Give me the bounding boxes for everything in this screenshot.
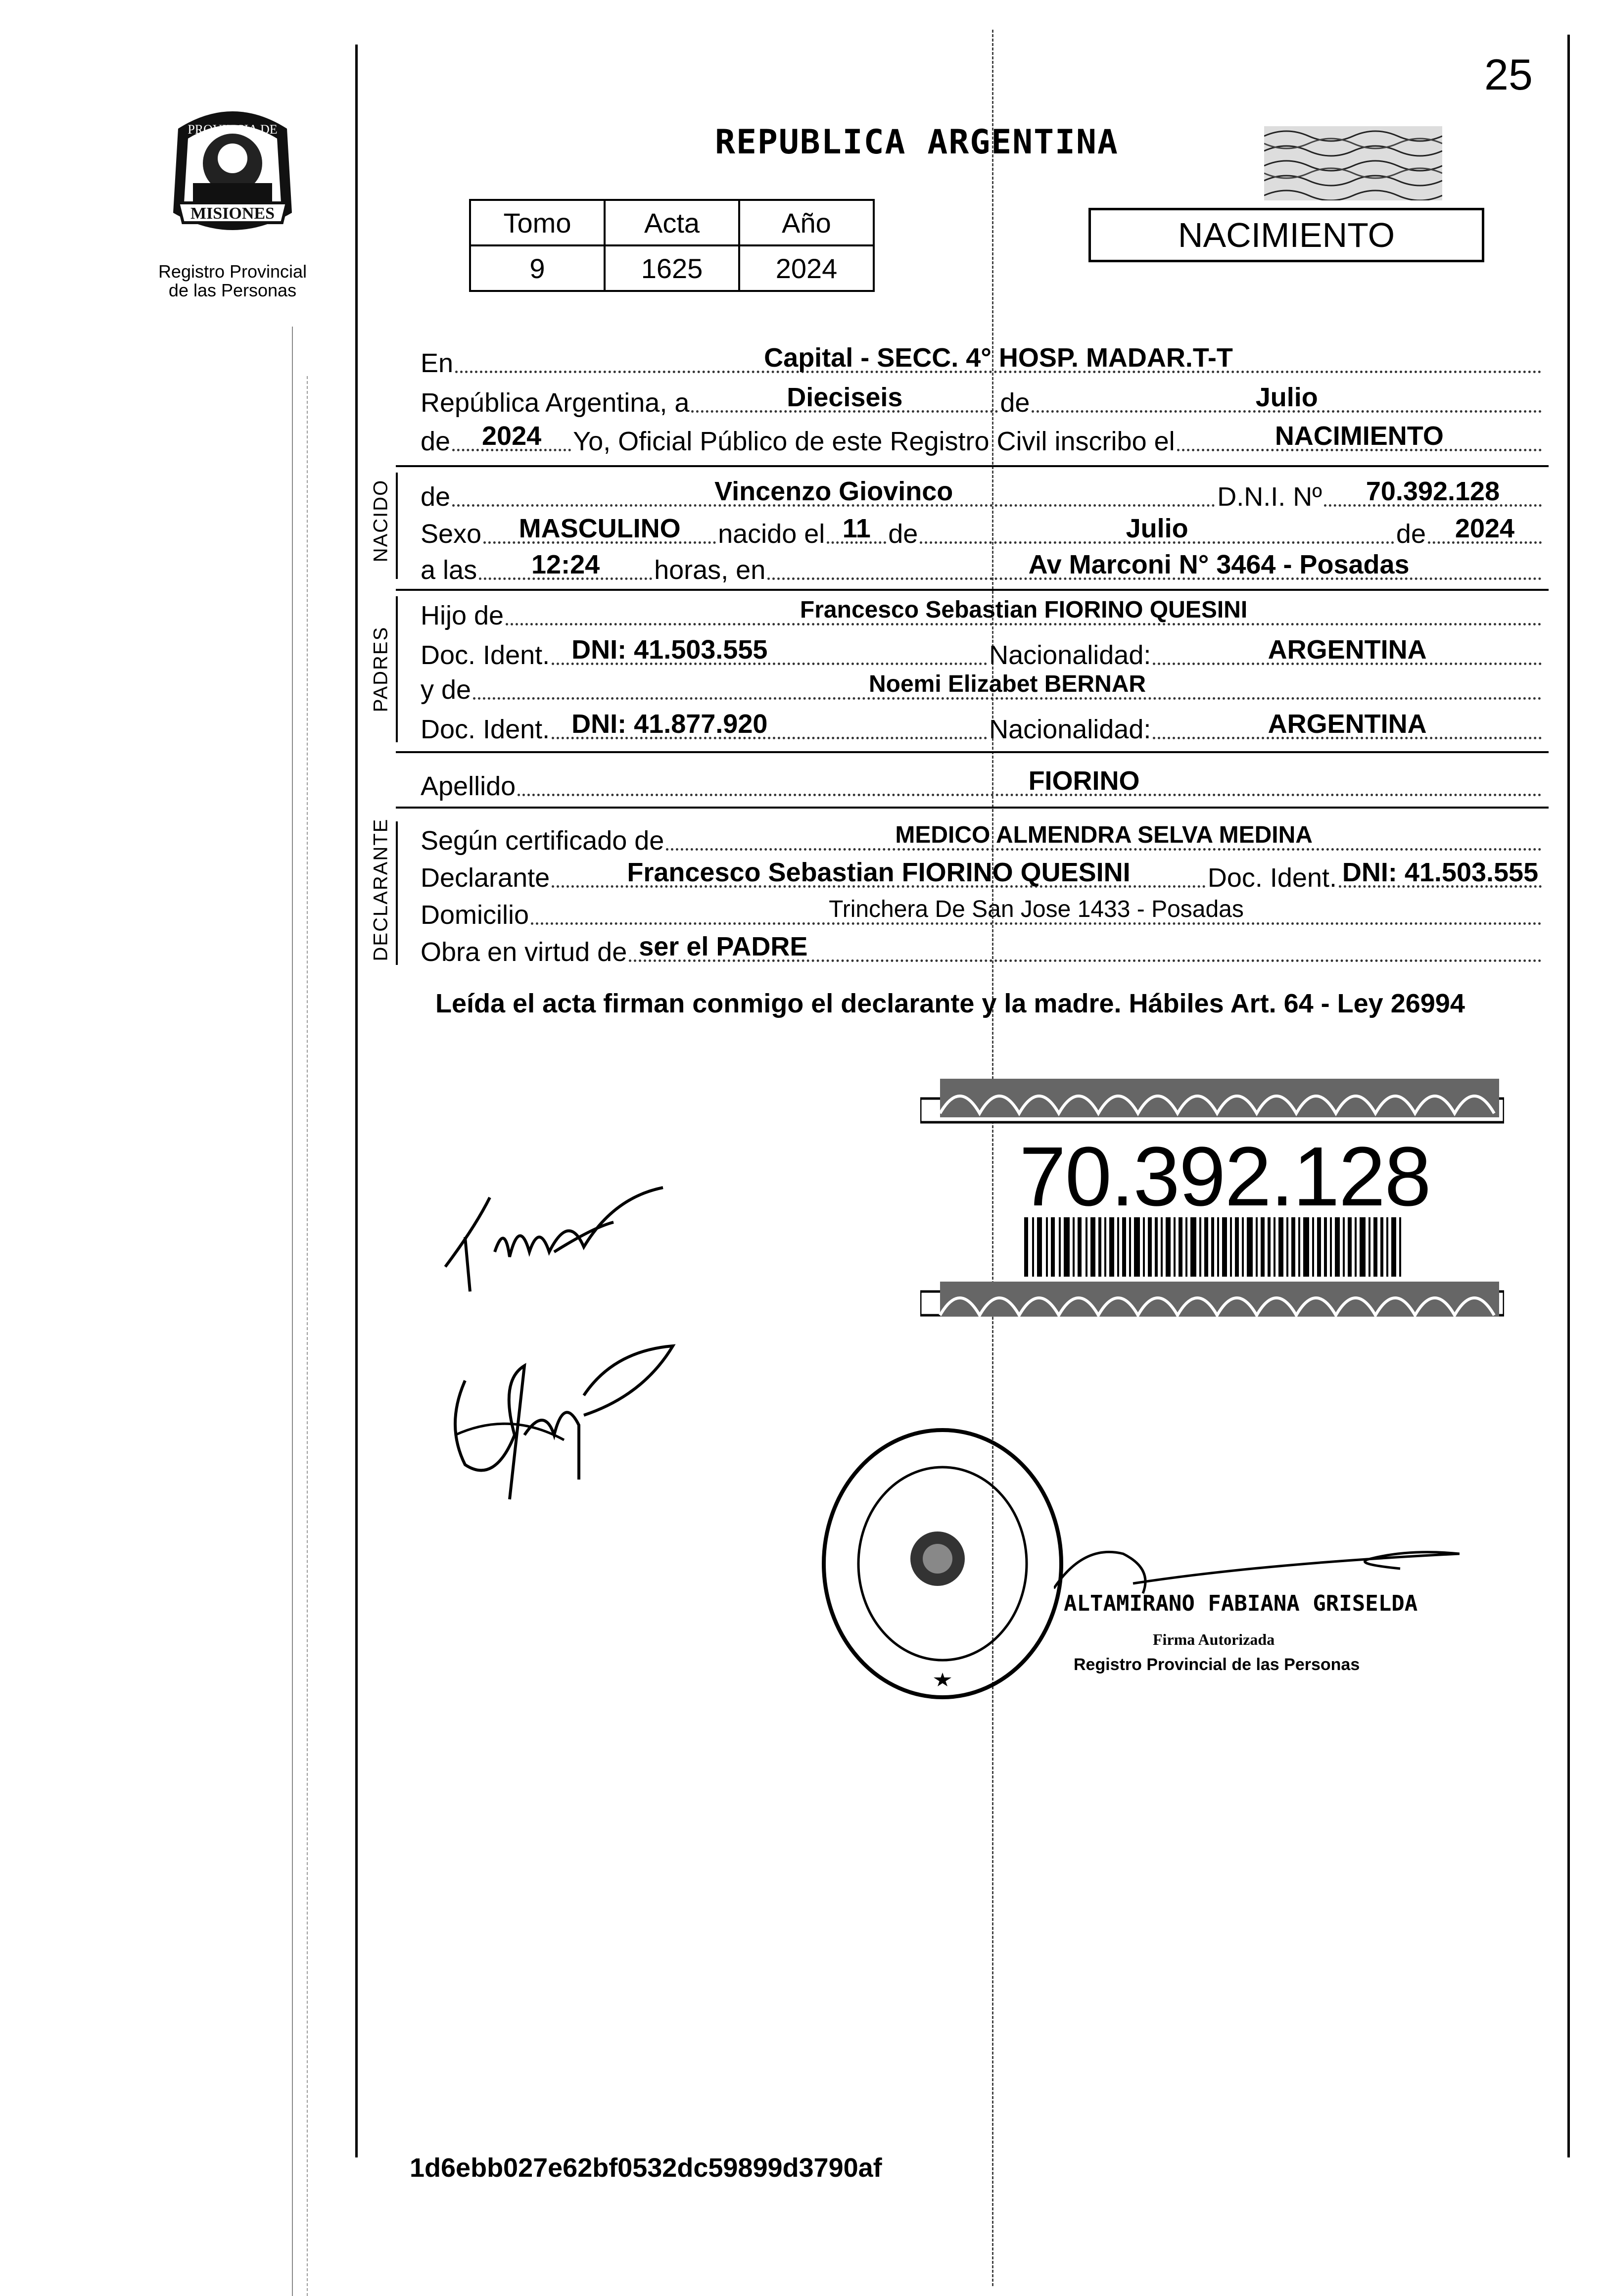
label-en: En: [421, 348, 454, 378]
row-cert: [421, 824, 1544, 856]
value-mother-nat: ARGENTINA: [1268, 709, 1427, 739]
table-header-anio: Año: [739, 200, 874, 245]
label-hijo-de: Hijo de: [421, 601, 504, 630]
divider-4: [396, 807, 1549, 809]
label-y-de: y de: [421, 675, 472, 705]
official-signature: [1054, 1534, 1460, 1603]
field-birth-month: [920, 512, 1394, 544]
barcode-block: [920, 1079, 1504, 1336]
record-table: [469, 199, 875, 292]
left-margin-line: [355, 45, 358, 2157]
value-apellido: FIORINO: [1028, 766, 1140, 796]
svg-text:MISIONES: MISIONES: [190, 204, 275, 223]
row-time: [421, 550, 1544, 585]
value-cert: MEDICO ALMENDRA SELVA MEDINA: [895, 822, 1313, 848]
security-pattern: [1264, 126, 1442, 200]
field-cert: [666, 818, 1542, 851]
label-domicilio: Domicilio: [421, 900, 529, 930]
label-father-nat: Nacionalidad:: [989, 640, 1151, 670]
value-father: Francesco Sebastian FIORINO QUESINI: [800, 597, 1248, 623]
field-mother-nat: [1153, 707, 1542, 739]
field-year: [452, 419, 571, 451]
mother-signature: [435, 1336, 683, 1504]
row-mother-doc: [421, 709, 1544, 744]
label-declarante: Declarante: [421, 863, 550, 893]
section-label-padres: PADRES: [370, 626, 392, 713]
row-sexo: [421, 514, 1544, 549]
label-mother-nat: Nacionalidad:: [989, 715, 1151, 744]
registry-label: [143, 262, 322, 300]
row-mother: [421, 673, 1544, 705]
value-time: 12:24: [531, 550, 600, 579]
label-de-3: de: [1396, 519, 1426, 549]
table-header-acta: Acta: [605, 200, 739, 245]
value-day-words: Dieciseis: [787, 383, 903, 412]
value-father-doc: DNI: 41.503.555: [571, 635, 768, 665]
label-father-doc: Doc. Ident.: [421, 640, 550, 670]
field-apellido: [518, 764, 1542, 796]
field-day: [827, 512, 886, 544]
label-mother-doc: Doc. Ident.: [421, 715, 550, 744]
divider-3: [396, 751, 1549, 753]
label-nacido-de: de: [421, 482, 451, 512]
row-obra: [421, 932, 1544, 967]
field-birth-year: [1428, 512, 1542, 544]
field-obra: [629, 930, 1542, 962]
label-de: de: [1000, 388, 1030, 418]
row-name: [421, 477, 1544, 512]
padres-bracket: [396, 596, 398, 742]
left-fold-line-2: [307, 376, 308, 2296]
row-year: [421, 421, 1544, 456]
field-dni: [1324, 475, 1542, 507]
value-mother-doc: DNI: 41.877.920: [571, 709, 768, 739]
value-birth-address: Av Marconi N° 3464 - Posadas: [1028, 550, 1410, 579]
label-officer: Yo, Oficial Público de este Registro Civil inscribo el: [573, 427, 1175, 456]
field-father: [506, 593, 1542, 625]
official-org: Registro Provincial de las Personas: [1074, 1655, 1360, 1674]
right-margin-line: [1567, 35, 1570, 2157]
value-day: 11: [842, 514, 871, 543]
field-mother: [473, 668, 1542, 700]
label-apellido: Apellido: [421, 771, 516, 801]
value-dni: 70.392.128: [1366, 477, 1500, 506]
value-place: Capital - SECC. 4° HOSP. MADAR.T-T: [764, 343, 1233, 373]
row-date: [421, 383, 1544, 418]
registry-line-2: de las Personas: [168, 280, 297, 300]
document-hash: 1d6ebb027e62bf0532dc59899d3790af: [410, 2153, 882, 2183]
barcode-number: 70.392.128: [1019, 1130, 1430, 1224]
field-time: [479, 548, 652, 580]
row-declarante: [421, 858, 1544, 893]
label-year-prefix: de: [421, 427, 451, 456]
field-decl-doc: [1339, 856, 1542, 888]
field-place: [455, 341, 1542, 373]
field-inscribed: [1177, 419, 1542, 451]
value-domicilio: Trinchera De San Jose 1433 - Posadas: [829, 896, 1244, 922]
official-stamp: [811, 1415, 1074, 1712]
label-sexo: Sexo: [421, 519, 482, 549]
label-cert: Según certificado de: [421, 826, 664, 856]
field-mother-doc: [552, 707, 987, 739]
left-fold-line: [292, 327, 293, 2296]
field-sexo: [483, 512, 716, 544]
field-name: [452, 475, 1215, 507]
field-birth-address: [767, 548, 1542, 580]
field-father-doc: [552, 633, 987, 665]
label-horas: horas, en: [654, 555, 766, 585]
value-father-nat: ARGENTINA: [1268, 635, 1427, 665]
field-father-nat: [1153, 633, 1542, 665]
official-role: Firma Autorizada: [1153, 1630, 1275, 1648]
value-declarante: Francesco Sebastian FIORINO QUESINI: [627, 858, 1131, 887]
official-name: ALTAMIRANO FABIANA GRISELDA: [1064, 1591, 1418, 1616]
record-type-box: NACIMIENTO: [1088, 208, 1484, 262]
row-apellido: [421, 766, 1544, 801]
label-de-2: de: [888, 519, 918, 549]
field-day-words: [691, 381, 998, 413]
nacido-bracket: [396, 473, 398, 579]
field-domicilio: [531, 893, 1542, 925]
value-sexo: MASCULINO: [519, 514, 681, 543]
field-month: [1032, 381, 1542, 413]
declarante-bracket: [396, 821, 398, 965]
registry-line-1: Registro Provincial: [158, 261, 307, 282]
label-nacido-el: nacido el: [718, 519, 825, 549]
field-declarante: [552, 856, 1206, 888]
row-father-doc: [421, 635, 1544, 670]
row-domicilio: [421, 898, 1544, 930]
value-decl-doc: DNI: 41.503.555: [1342, 858, 1539, 887]
declarant-signature: [435, 1168, 673, 1296]
row-place: [421, 343, 1544, 378]
divider-1: [396, 465, 1549, 467]
value-year: 2024: [482, 421, 542, 451]
value-name: Vincenzo Giovinco: [714, 477, 953, 506]
value-birth-month: Julio: [1126, 514, 1188, 543]
row-father: [421, 599, 1544, 630]
svg-text:PROVINCIA DE: PROVINCIA DE: [188, 122, 278, 137]
label-obra: Obra en virtud de: [421, 937, 627, 967]
label-decl-doc: Doc. Ident.: [1207, 863, 1337, 893]
table-header-tomo: Tomo: [470, 200, 605, 245]
label-dni: D.N.I. Nº: [1217, 482, 1322, 512]
divider-2: [396, 589, 1549, 591]
section-label-declarante: DECLARANTE: [370, 818, 392, 961]
table-value-anio: 2024: [739, 245, 874, 291]
value-mother: Noemi Elizabet BERNAR: [868, 671, 1146, 697]
page-number: 25: [1484, 50, 1533, 99]
label-a-las: a las: [421, 555, 477, 585]
value-obra: ser el PADRE: [639, 932, 808, 961]
table-value-tomo: 9: [470, 245, 605, 291]
value-month: Julio: [1255, 383, 1318, 412]
value-birth-year: 2024: [1455, 514, 1515, 543]
label-republic: República Argentina, a: [421, 388, 690, 418]
province-emblem: [158, 99, 307, 247]
value-inscribed: NACIMIENTO: [1275, 421, 1444, 451]
table-value-acta: 1625: [605, 245, 739, 291]
legal-note: Leída el acta firman conmigo el declarante y la madre. Hábiles Art. 64 - Ley 26994: [435, 989, 1465, 1018]
country-title: REPUBLICA ARGENTINA: [715, 123, 1119, 162]
section-label-nacido: NACIDO: [370, 479, 392, 563]
